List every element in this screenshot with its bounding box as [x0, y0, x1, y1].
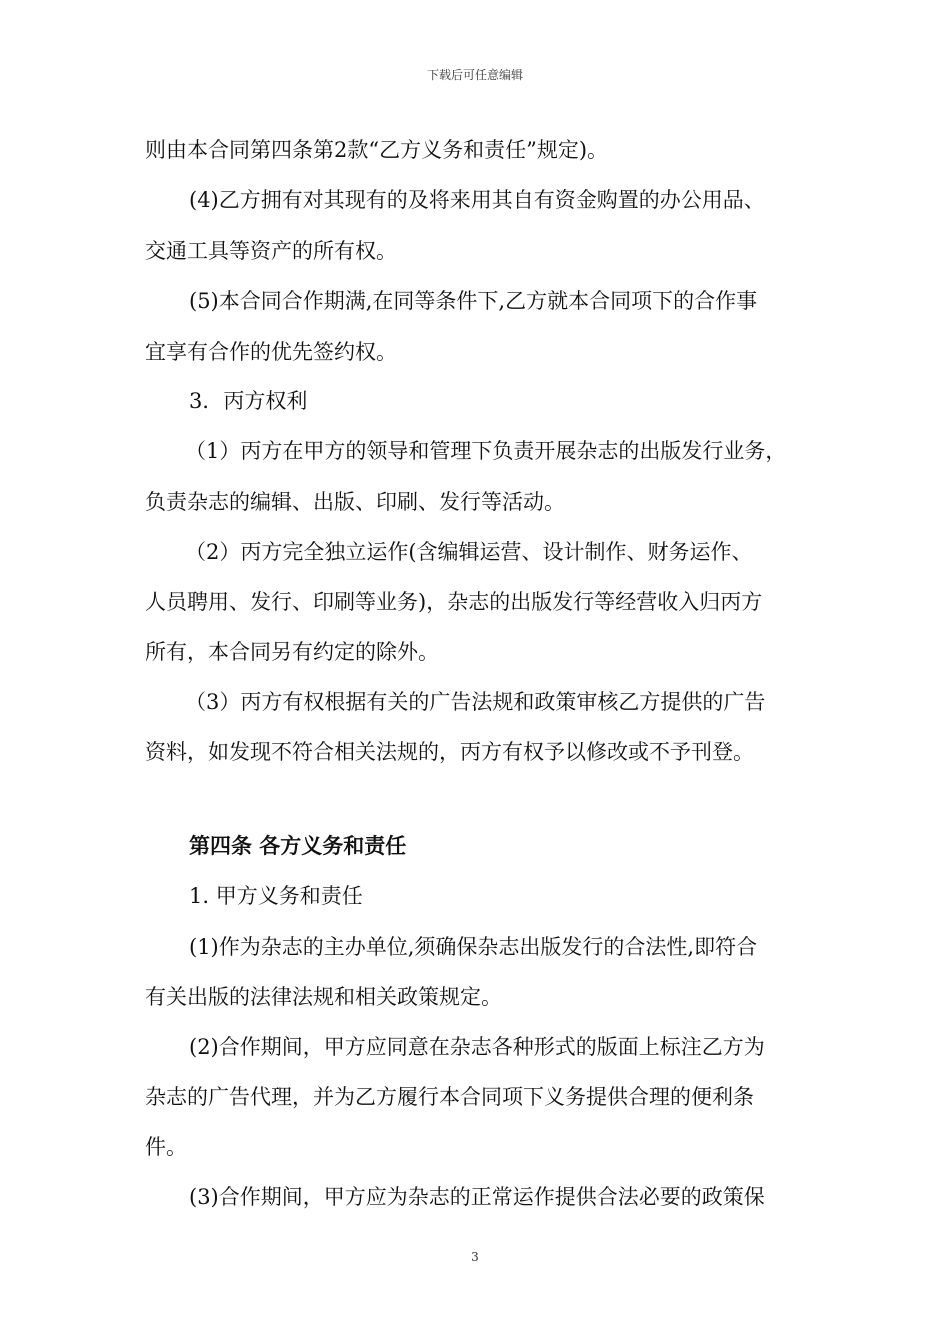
paragraph-line: 交通工具等资产的所有权。 — [145, 239, 397, 263]
paragraph-line: （1）丙方在甲方的领导和管理下负责开展杂志的出版发行业务， — [185, 439, 787, 463]
page-header: 下载后可任意编辑 — [426, 68, 523, 82]
paragraph-line: 则由本合同第四条第2款“乙方义务和责任”规定)。 — [145, 138, 609, 162]
paragraph-line: 宜享有合作的优先签约权。 — [145, 340, 397, 364]
paragraph-line: 件。 — [145, 1135, 187, 1159]
section-subheading: 3．丙方权利 — [189, 389, 308, 413]
paragraph-line: 杂志的广告代理，并为乙方履行本合同项下义务提供合理的便利条 — [145, 1085, 754, 1109]
paragraph-line: (3)合作期间，甲方应为杂志的正常运作提供合法必要的政策保 — [189, 1185, 765, 1209]
paragraph-line: (1)作为杂志的主办单位,须确保杂志出版发行的合法性,即符合 — [189, 935, 758, 959]
paragraph-line: 负责杂志的编辑、出版、印刷、发行等活动。 — [145, 490, 565, 514]
paragraph-line: 人员聘用、发行、印刷等业务)，杂志的出版发行等经营收入归丙方 — [145, 590, 763, 614]
page-number: 3 — [471, 1250, 479, 1264]
paragraph-line: (2)合作期间，甲方应同意在杂志各种形式的版面上标注乙方为 — [189, 1035, 765, 1059]
paragraph-line: (5)本合同合作期满,在同等条件下,乙方就本合同项下的合作事 — [189, 289, 758, 313]
article-heading: 第四条 各方义务和责任 — [189, 833, 407, 858]
paragraph-line: （2）丙方完全独立运作(含编辑运营、设计制作、财务运作、 — [185, 540, 753, 564]
paragraph-line: 资料，如发现不符合相关法规的，丙方有权予以修改或不予刊登。 — [145, 740, 754, 764]
paragraph-line: 有关出版的法律法规和相关政策规定。 — [145, 985, 502, 1009]
section-subheading: 1. 甲方义务和责任 — [189, 884, 363, 908]
paragraph-line: (4)乙方拥有对其现有的及将来用其自有资金购置的办公用品、 — [189, 188, 765, 212]
paragraph-line: （3）丙方有权根据有关的广告法规和政策审核乙方提供的广告 — [185, 690, 766, 714]
paragraph-line: 所有，本合同另有约定的除外。 — [145, 640, 439, 664]
